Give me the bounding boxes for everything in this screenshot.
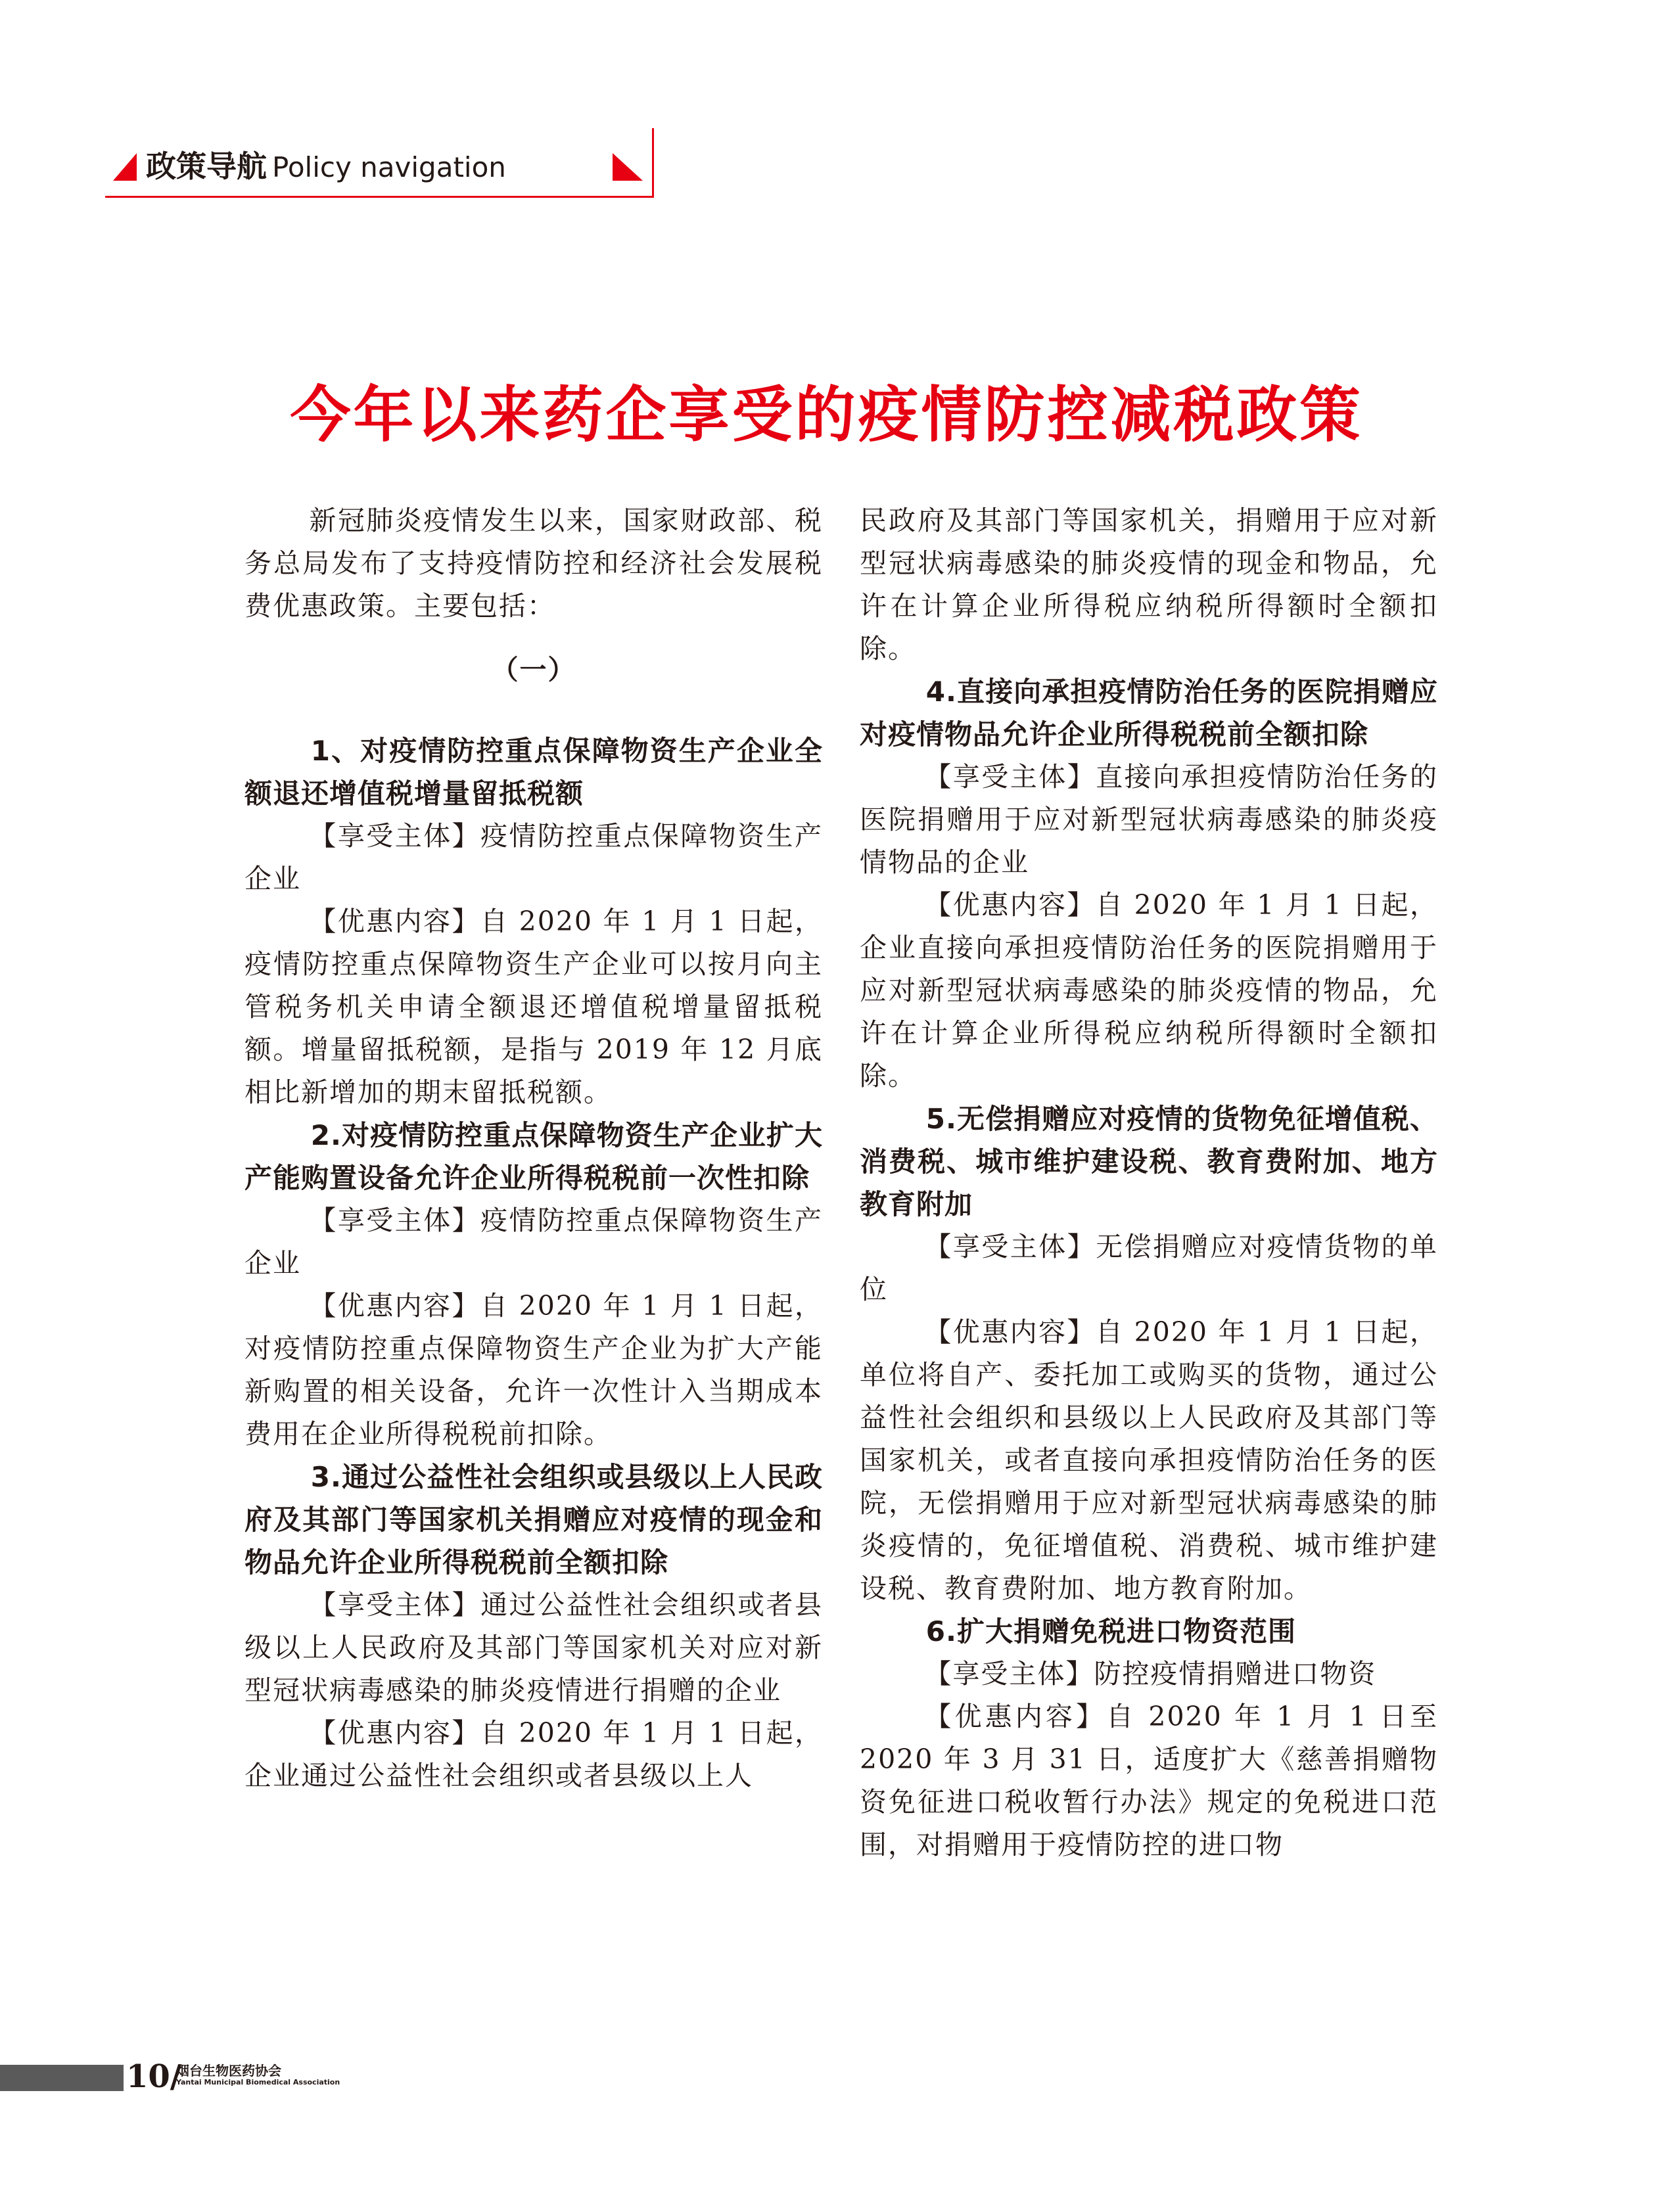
header-section-en: Policy navigation	[272, 151, 506, 183]
section-3-title: 3.通过公益性社会组织或县级以上人民政府及其部门等国家机关捐赠应对疫情的现金和物品允许企业所得税税前全额扣除	[244, 1461, 823, 1578]
article-title: 今年以来药企享受的疫情防控减税政策	[290, 379, 1363, 450]
section-3-content: 【优惠内容】自 2020 年 1 月 1 日起，企业通过公益性社会组织或者县级以上人	[244, 1717, 823, 1791]
section-1-content: 【优惠内容】自 2020 年 1 月 1 日起，疫情防控重点保障物资生产企业可以按月向主管税务机关申请全额退还增值税增量留抵税额。增量留抵税额，是指与 2019 年 12 月底相比新增加的期末留抵税额。	[244, 906, 823, 1108]
section-6-subject: 【享受主体】防控疫情捐赠进口物资	[924, 1658, 1377, 1690]
page-footer	[0, 2057, 592, 2096]
section-5-title: 5.无偿捐赠应对疫情的货物免征增值税、消费税、城市维护建设税、教育费附加、地方教育附加	[860, 1103, 1438, 1220]
left-column	[244, 499, 823, 1797]
footer-org-en: Yantai Municipal Biomedical Association	[176, 2078, 340, 2086]
section-header	[105, 128, 559, 200]
section-4-content: 【优惠内容】自 2020 年 1 月 1 日起，企业直接向承担疫情防治任务的医院捐赠用于应对新型冠状病毒感染的肺炎疫情的物品，允许在计算企业所得税应纳税所得额时全额扣除。	[860, 889, 1438, 1092]
section-4-title: 4.直接向承担疫情防治任务的医院捐赠应对疫情物品允许企业所得税税前全额扣除	[860, 676, 1438, 750]
section-2-title: 2.对疫情防控重点保障物资生产企业扩大产能购置设备允许企业所得税税前一次性扣除	[244, 1119, 823, 1194]
section-6-title: 6.扩大捐赠免税进口物资范围	[925, 1615, 1296, 1647]
footer-org-zh: 烟台生物医药协会	[176, 2063, 281, 2079]
header-vertical-rule	[652, 128, 654, 198]
header-section-zh: 政策导航	[146, 149, 267, 184]
intro-paragraph: 新冠肺炎疫情发生以来，国家财政部、税务总局发布了支持疫情防控和经济社会发展税费优惠政策。主要包括：	[244, 505, 823, 622]
header-horizontal-rule	[105, 196, 654, 198]
section-5-content: 【优惠内容】自 2020 年 1 月 1 日起，单位将自产、委托加工或购买的货物，通过公益性社会组织和县级以上人民政府及其部门等国家机关，或者直接向承担疫情防治任务的医院，无偿捐赠用于应对新型冠状病毒感染的肺炎疫情的，免征增值税、消费税、城市维护建设税、教育费附加、地方教育附加。	[860, 1316, 1438, 1604]
right-column	[860, 499, 1438, 1866]
section-3-subject: 【享受主体】通过公益性社会组织或者县级以上人民政府及其部门等国家机关对应对新型冠状病毒感染的肺炎疫情进行捐赠的企业	[244, 1589, 823, 1706]
section-1-title: 1、对疫情防控重点保障物资生产企业全额退还增值税增量留抵税额	[244, 735, 823, 810]
section-2-content: 【优惠内容】自 2020 年 1 月 1 日起，对疫情防控重点保障物资生产企业为扩大产能新购置的相关设备，允许一次性计入当期成本费用在企业所得税税前扣除。	[244, 1290, 823, 1450]
section-6-content: 【优惠内容】自 2020 年 1 月 1 日至 2020 年 3 月 31 日，适度扩大《慈善捐赠物资免征进口税收暂行办法》规定的免税进口范围，对捐赠用于疫情防控的进口物	[860, 1701, 1438, 1860]
header-right-triangle	[613, 153, 643, 181]
part-label: （一）	[491, 654, 576, 685]
header-label	[146, 148, 506, 192]
section-5-subject: 【享受主体】无偿捐赠应对疫情货物的单位	[860, 1231, 1438, 1305]
header-left-triangle	[113, 153, 137, 181]
section-1-subject: 【享受主体】疫情防控重点保障物资生产企业	[244, 820, 823, 894]
section-3-content-continued: 民政府及其部门等国家机关，捐赠用于应对新型冠状病毒感染的肺炎疫情的现金和物品，允许在计算企业所得税应纳税所得额时全额扣除。	[860, 505, 1438, 664]
section-4-subject: 【享受主体】直接向承担疫情防治任务的医院捐赠用于应对新型冠状病毒感染的肺炎疫情物品的企业	[860, 761, 1438, 878]
section-2-subject: 【享受主体】疫情防控重点保障物资生产企业	[244, 1205, 823, 1279]
page-number: 10/	[126, 2058, 182, 2095]
footer-bar	[0, 2065, 124, 2091]
